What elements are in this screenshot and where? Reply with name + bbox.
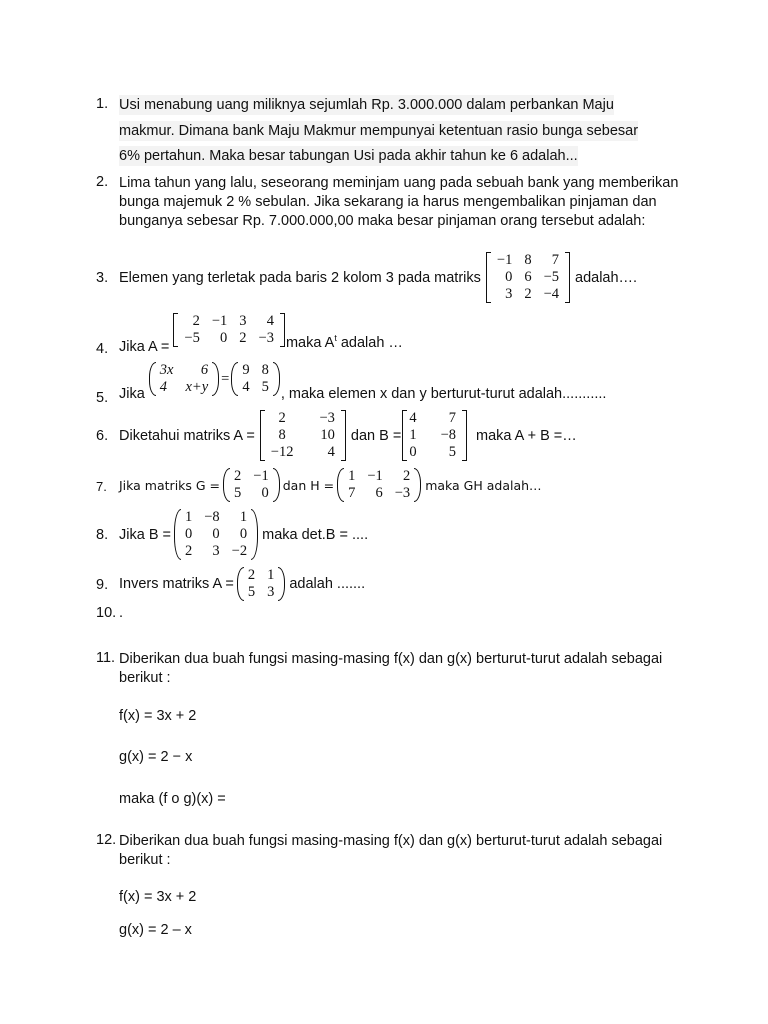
question-number: 3. bbox=[96, 270, 109, 286]
matrix-cell: 10 bbox=[320, 427, 335, 443]
matrix-cell: 6 bbox=[375, 485, 383, 501]
matrix-2x2-left bbox=[149, 362, 219, 396]
question-7-text: Jika matriks G = bbox=[119, 477, 221, 493]
matrix-cell: 2 bbox=[234, 468, 242, 484]
matrix-cell: 0 bbox=[409, 444, 417, 460]
matrix-g-2x2 bbox=[223, 468, 280, 502]
matrix-table bbox=[236, 362, 275, 396]
matrix-cell: 1 bbox=[267, 567, 275, 583]
matrix-table bbox=[154, 362, 214, 396]
question-number: 2. bbox=[96, 174, 109, 190]
matrix-cell: −3 bbox=[394, 485, 411, 501]
question-4-suffix bbox=[286, 333, 403, 351]
composition-question: maka (f o g)(x) = bbox=[119, 791, 226, 807]
matrix-table bbox=[242, 567, 281, 601]
matrix-2x2-right bbox=[231, 362, 280, 396]
matrix-cell: 2 bbox=[192, 313, 200, 329]
matrix-cell: 6 bbox=[200, 362, 209, 378]
matrix-3x3 bbox=[486, 252, 570, 303]
function-f: f(x) = 3x + 2 bbox=[119, 889, 197, 905]
matrix-cell: 4 bbox=[266, 313, 274, 329]
matrix-cell: 0 bbox=[212, 526, 220, 542]
question-7-suffix: maka GH adalah… bbox=[425, 477, 542, 493]
matrix-table bbox=[491, 252, 565, 303]
question-8-text: Jika B = bbox=[119, 526, 171, 543]
question-4-text: Jika A = bbox=[119, 339, 170, 355]
matrix-cell: 6 bbox=[524, 269, 532, 285]
question-9-text: Invers matriks A = bbox=[119, 576, 234, 592]
matrix-cell: x+y bbox=[185, 379, 209, 395]
question-12-text: Diberikan dua buah fungsi masing-masing f(x) dan g(x) berturut-turut adalah sebagai berikut : bbox=[119, 833, 663, 868]
matrix-cell: 4 bbox=[409, 410, 417, 426]
matrix-cell: 8 bbox=[524, 252, 532, 268]
matrix-table bbox=[342, 468, 416, 502]
question-9-suffix: adalah ....... bbox=[289, 576, 366, 592]
matrix-table bbox=[178, 313, 280, 347]
matrix-cell: −8 bbox=[204, 509, 220, 525]
matrix-table bbox=[179, 509, 253, 560]
matrix-cell: 1 bbox=[409, 427, 417, 443]
matrix-cell: 0 bbox=[239, 526, 248, 542]
matrix-cell: −1 bbox=[496, 252, 513, 268]
matrix-cell: 7 bbox=[448, 410, 456, 426]
matrix-cell: −4 bbox=[543, 286, 560, 302]
question-6-suffix: maka A + B =… bbox=[476, 427, 577, 444]
question-number: 7. bbox=[96, 479, 107, 494]
matrix-cell: 3 bbox=[267, 584, 275, 600]
equals-sign: = bbox=[221, 371, 230, 387]
question-number: 9. bbox=[96, 577, 109, 593]
matrix-cell: 5 bbox=[261, 379, 269, 395]
question-4-suffix-post: adalah … bbox=[336, 335, 403, 351]
question-4-suffix-pre: maka A bbox=[285, 335, 335, 351]
question-6-mid: dan B = bbox=[350, 427, 402, 444]
matrix-cell: −1 bbox=[211, 313, 228, 329]
matrix-cell: 2 bbox=[184, 543, 193, 559]
matrix-a-2x2 bbox=[237, 567, 286, 601]
matrix-cell: 9 bbox=[242, 362, 250, 378]
matrix-cell: 2 bbox=[278, 410, 286, 426]
matrix-table bbox=[407, 410, 462, 461]
question-1-line-1: Usi menabung uang miliknya sejumlah Rp. 3.000.000 dalam perbankan Maju bbox=[119, 97, 614, 113]
question-5-suffix: , maka elemen x dan y berturut-turut adalah........... bbox=[280, 386, 607, 402]
matrix-cell: 3 bbox=[212, 543, 220, 559]
question-3-suffix: adalah…. bbox=[575, 269, 638, 286]
question-11-text: Diberikan dua buah fungsi masing-masing f(x) dan g(x) berturut-turut adalah sebagai berikut : bbox=[119, 651, 663, 686]
matrix-h-2x3 bbox=[337, 468, 421, 502]
matrix-cell: −1 bbox=[367, 468, 383, 484]
function-g: g(x) = 2 – x bbox=[119, 922, 192, 938]
matrix-cell: 0 bbox=[261, 485, 269, 501]
question-1-line-2: makmur. Dimana bank Maju Makmur mempunyai ketentuan rasio bunga sebesar bbox=[119, 122, 639, 139]
matrix-cell: 1 bbox=[348, 468, 356, 484]
matrix-cell: −3 bbox=[319, 410, 335, 426]
matrix-cell: 7 bbox=[348, 485, 356, 501]
matrix-cell: 2 bbox=[524, 286, 532, 302]
function-f: f(x) = 3x + 2 bbox=[119, 708, 197, 724]
matrix-cell: −8 bbox=[440, 427, 456, 443]
matrix-cell: 1 bbox=[239, 509, 248, 525]
question-number: 10. bbox=[96, 605, 117, 621]
matrix-cell: −1 bbox=[253, 468, 269, 484]
matrix-cell: 8 bbox=[261, 362, 269, 378]
matrix-cell: 3 bbox=[505, 286, 513, 302]
matrix-cell: 0 bbox=[220, 330, 228, 346]
matrix-cell: 2 bbox=[402, 468, 411, 484]
matrix-a-3x2 bbox=[260, 410, 346, 461]
matrix-cell: 8 bbox=[278, 427, 286, 443]
question-8-suffix: maka det.B = .... bbox=[262, 526, 369, 543]
matrix-table bbox=[265, 410, 341, 461]
matrix-b-3x2 bbox=[402, 410, 467, 461]
matrix-cell: −2 bbox=[231, 543, 248, 559]
question-number: 12. bbox=[96, 832, 117, 848]
question-number: 6. bbox=[96, 428, 109, 444]
question-5-text: Jika bbox=[119, 386, 145, 402]
matrix-cell: 3x bbox=[159, 362, 174, 378]
matrix-2x4 bbox=[173, 313, 285, 347]
question-1-line-3: 6% pertahun. Maka besar tabungan Usi pada akhir tahun ke 6 adalah... bbox=[119, 148, 578, 164]
matrix-cell: 5 bbox=[448, 444, 456, 460]
matrix-cell: −12 bbox=[270, 444, 294, 460]
function-g: g(x) = 2 − x bbox=[119, 749, 193, 765]
question-number: 1. bbox=[96, 96, 109, 112]
question-6-text: Diketahui matriks A = bbox=[119, 427, 255, 444]
matrix-cell: 2 bbox=[239, 330, 247, 346]
question-2-text: Lima tahun yang lalu, seseorang meminjam uang pada sebuah bank yang memberikan bunga majemuk 2 % sebulan. Jika sekarang ia harus mengembalikan pinjaman dan bunganya sebesar Rp. 7.000.000,00 maka besar pinjaman orang tersebut adalah: bbox=[119, 175, 679, 229]
matrix-cell: 3 bbox=[239, 313, 247, 329]
matrix-table bbox=[228, 468, 275, 502]
matrix-cell: 4 bbox=[159, 379, 168, 395]
question-number: 11. bbox=[96, 650, 116, 666]
question-10-text: . bbox=[119, 605, 124, 621]
matrix-b-3x3 bbox=[174, 509, 258, 560]
matrix-cell: 4 bbox=[327, 444, 335, 460]
question-number: 5. bbox=[96, 390, 109, 406]
matrix-cell: −3 bbox=[258, 330, 274, 346]
question-7-mid: dan H = bbox=[282, 477, 335, 493]
matrix-cell: 5 bbox=[247, 584, 256, 600]
matrix-cell: 0 bbox=[505, 269, 513, 285]
matrix-cell: 1 bbox=[184, 509, 193, 525]
transpose-superscript: t bbox=[334, 333, 337, 344]
question-number: 4. bbox=[96, 341, 109, 357]
matrix-cell: 4 bbox=[242, 379, 250, 395]
matrix-cell: −5 bbox=[543, 269, 560, 285]
matrix-cell: 2 bbox=[247, 567, 256, 583]
matrix-cell: −5 bbox=[184, 330, 200, 346]
question-number: 8. bbox=[96, 527, 109, 543]
matrix-cell: 0 bbox=[184, 526, 193, 542]
matrix-cell: 5 bbox=[234, 485, 242, 501]
matrix-cell: 7 bbox=[551, 252, 560, 268]
question-3-text: Elemen yang terletak pada baris 2 kolom 3 pada matriks bbox=[119, 269, 481, 286]
